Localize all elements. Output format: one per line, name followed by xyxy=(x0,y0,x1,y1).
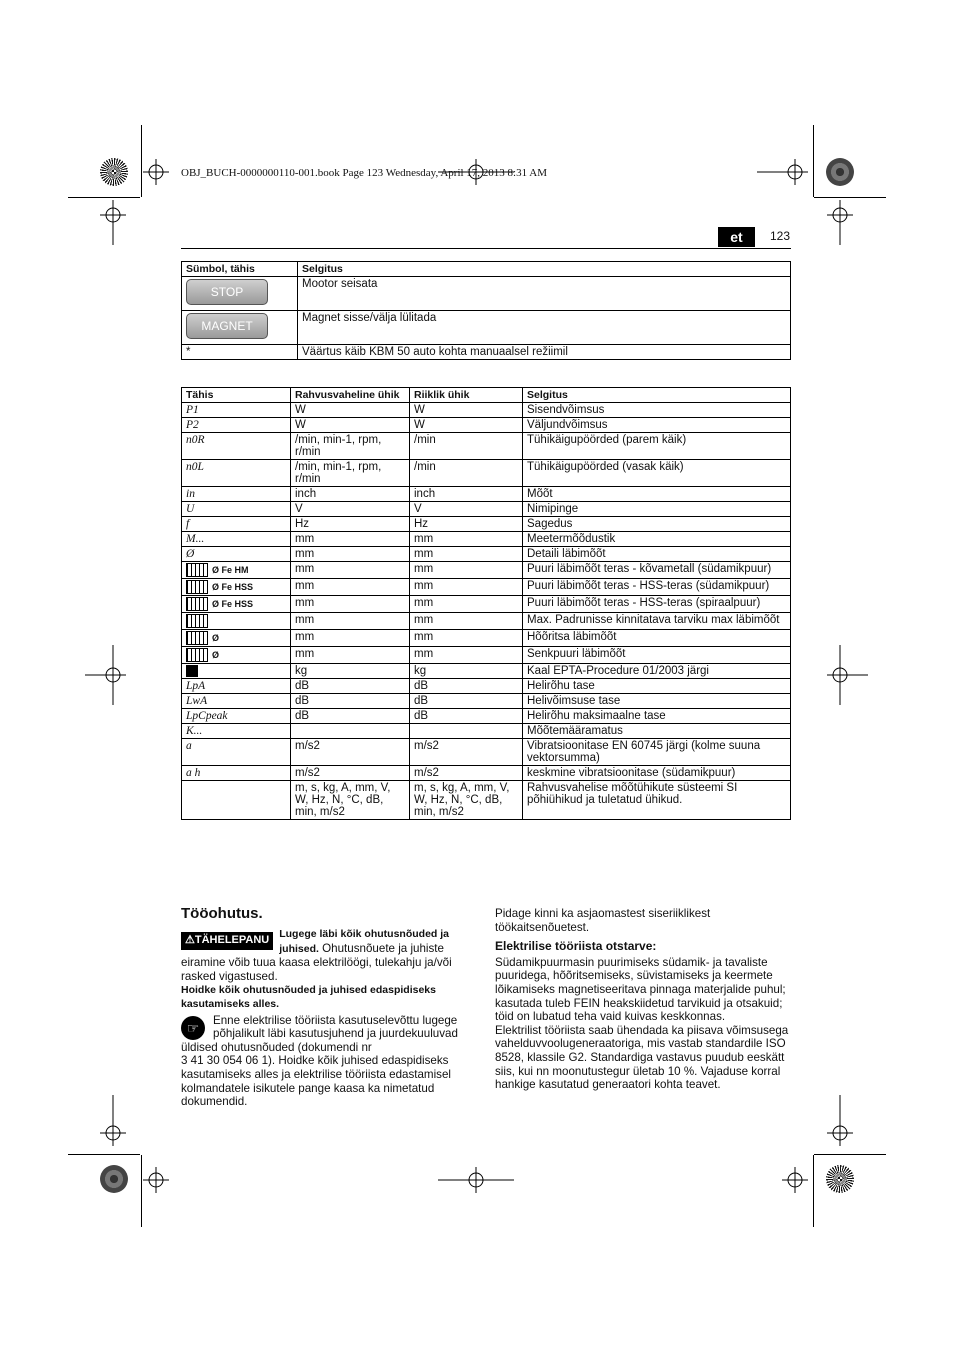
table-row xyxy=(182,403,791,418)
symbol-cell xyxy=(182,694,291,709)
table-cell: mm xyxy=(291,596,410,613)
table-cell xyxy=(410,724,523,739)
magnet-button-icon: MAGNET xyxy=(186,313,268,339)
table-row xyxy=(182,277,791,311)
table-cell: Puuri läbimõõt teras - kõvametall (südamikpuur) xyxy=(523,562,791,579)
warning-bold-text: Lugege läbi kõik ohutusnõuded ja juhised. xyxy=(279,928,449,955)
table-cell: kg xyxy=(410,664,523,679)
table-cell xyxy=(291,724,410,739)
table-cell: mm xyxy=(291,647,410,664)
registration-mark-icon xyxy=(143,159,169,185)
symbol-cell xyxy=(182,502,291,517)
table-cell: /min, min-1, rpm, r/min xyxy=(291,433,410,460)
table-cell xyxy=(182,277,298,311)
file-info: OBJ_BUCH-0000000110-001.book Page 123 Wednesday, April 17, 2013 8:31 AM xyxy=(181,167,547,179)
table-cell: Puuri läbimõõt teras - HSS-teras (südamikpuur) xyxy=(523,579,791,596)
table-cell: inch xyxy=(410,487,523,502)
table-cell: m/s2 xyxy=(410,766,523,781)
table-cell: /min xyxy=(410,433,523,460)
column-header: Sümbol, tähis xyxy=(182,262,298,277)
table-cell: Sagedus xyxy=(523,517,791,532)
registration-mark-icon xyxy=(827,645,868,705)
table-cell: Vibratsioonitase EN 60745 järgi (kolme suuna vektorsumma) xyxy=(523,739,791,766)
crop-line xyxy=(814,1154,886,1155)
registration-mark-icon xyxy=(100,1095,126,1146)
symbol-cell xyxy=(182,579,291,596)
symbol-text: U xyxy=(186,503,195,515)
symbol-table xyxy=(181,261,791,360)
registration-mark-icon xyxy=(782,1167,808,1193)
table-cell: Rahvusvahelise mõõtühikute süsteemi SI põhiühikud ja tuletatud ühikud. xyxy=(523,781,791,820)
keep-instructions: Hoidke kõik ohutusnõuded ja juhised edaspidiseks kasutamiseks alles. xyxy=(181,984,436,1010)
table-cell: Helivõimsuse tase xyxy=(523,694,791,709)
table-cell: W xyxy=(291,403,410,418)
symbol-cell xyxy=(182,647,291,664)
right-column xyxy=(495,907,790,1092)
table-cell: mm xyxy=(291,562,410,579)
table-cell: mm xyxy=(410,647,523,664)
table-cell: m, s, kg, A, mm, V, W, Hz, N, °C, dB, min, m/s2 xyxy=(410,781,523,820)
table-cell: Magnet sisse/välja lülitada xyxy=(298,311,791,345)
symbol-text: K... xyxy=(186,725,203,738)
table-cell xyxy=(182,311,298,345)
table-row xyxy=(182,345,791,360)
table-row xyxy=(182,613,791,630)
symbol-cell xyxy=(182,517,291,532)
left-column xyxy=(181,927,471,1109)
symbol-cell xyxy=(182,709,291,724)
table-cell: Mootor seisata xyxy=(298,277,791,311)
table-cell: dB xyxy=(410,709,523,724)
table-cell: Hz xyxy=(410,517,523,532)
color-bar-icon xyxy=(826,158,854,186)
symbol-cell xyxy=(182,613,291,630)
symbol-cell xyxy=(182,547,291,562)
purpose-heading: Elektrilise tööriista otstarve: xyxy=(495,939,657,954)
table-cell: mm xyxy=(410,613,523,630)
table-row xyxy=(182,664,791,679)
symbol-text: n0L xyxy=(186,461,204,473)
registration-mark-icon xyxy=(143,1167,169,1193)
table-row xyxy=(182,781,791,820)
symbol-cell xyxy=(182,766,291,781)
table-row xyxy=(182,487,791,502)
table-row xyxy=(182,418,791,433)
table-cell: Tühikäigupöörded (parem käik) xyxy=(523,433,791,460)
warning-text: Ohutusnõuete ja juhiste eiramine võib tuua kaasa elektrilöögi, tulekahju ja/või rasked vigastused. xyxy=(181,941,452,983)
table-row xyxy=(182,562,791,579)
table-cell: mm xyxy=(410,630,523,647)
symbol-text: LpA xyxy=(186,680,206,693)
units-table xyxy=(181,387,791,820)
core-drill-icon xyxy=(186,563,208,577)
color-bar-icon xyxy=(826,1165,854,1193)
symbol-cell xyxy=(182,403,291,418)
crop-line xyxy=(68,1154,140,1155)
table-cell: W xyxy=(410,418,523,433)
table-header-row xyxy=(182,388,791,403)
manual-text: Enne elektrilise tööriista kasutuselevõttu lugege põhjalikult läbi kasutusjuhend ja juurdekuuluvad üldised ohutusnõuded (dokumendi nr xyxy=(181,1013,458,1054)
symbol-text: n0R xyxy=(186,434,205,446)
symbol-cell xyxy=(182,724,291,739)
table-row xyxy=(182,547,791,562)
crop-line xyxy=(141,1155,142,1227)
symbol-cell xyxy=(182,433,291,460)
table-cell: * xyxy=(182,345,298,360)
table-cell: Senkpuuri läbimõõt xyxy=(523,647,791,664)
table-cell: mm xyxy=(291,532,410,547)
table-cell: mm xyxy=(410,596,523,613)
table-cell: m/s2 xyxy=(410,739,523,766)
symbol-cell xyxy=(182,679,291,694)
column-header: Riiklik ühik xyxy=(410,388,523,403)
registration-mark-icon xyxy=(827,1095,853,1146)
registration-mark-icon xyxy=(827,200,853,245)
table-cell: Mõõt xyxy=(523,487,791,502)
table-cell: Helirõhu maksimaalne tase xyxy=(523,709,791,724)
countersink-icon xyxy=(186,648,208,662)
table-cell: dB xyxy=(291,709,410,724)
reamer-icon xyxy=(186,631,208,645)
table-cell: V xyxy=(291,502,410,517)
header-rule xyxy=(181,248,791,249)
table-cell: Max. Padrunisse kinnitatava tarviku max läbimõõt xyxy=(523,613,791,630)
symbol-cell xyxy=(182,739,291,766)
language-badge: et xyxy=(718,227,755,247)
table-cell: V xyxy=(410,502,523,517)
symbol-text: Ø Fe HM xyxy=(212,565,249,576)
crop-line xyxy=(68,197,140,198)
symbol-cell xyxy=(182,664,291,679)
table-cell: Väljundvõimsus xyxy=(523,418,791,433)
table-cell: Hz xyxy=(291,517,410,532)
registration-mark-icon xyxy=(438,1167,514,1193)
table-header-row xyxy=(182,262,791,277)
table-cell: dB xyxy=(291,694,410,709)
color-bar-icon xyxy=(100,158,128,186)
column-header: Selgitus xyxy=(523,388,791,403)
symbol-text: in xyxy=(186,488,195,500)
purpose-text: Südamikpuurmasin puurimiseks südamik- ja tavaliste puuridega, hõõritsemiseks, süvistamiseks ja keermete lõikamiseks magnetiseeritava pinnaga materjalide puhul; kasutada tuleb FEIN heakskiidetud tarvikuid ja otsakuid; töid on lubatud teha vaid kuivas keskkonnas. xyxy=(495,955,786,1024)
symbol-cell xyxy=(182,460,291,487)
symbol-text: P1 xyxy=(186,404,199,416)
page-number: 123 xyxy=(770,229,791,243)
table-cell: Sisendvõimsus xyxy=(523,403,791,418)
table-row xyxy=(182,433,791,460)
warning-triangle-icon: ⚠ xyxy=(185,934,195,946)
table-row xyxy=(182,694,791,709)
symbol-text: Ø xyxy=(186,548,195,560)
crop-line xyxy=(813,125,814,197)
national-regulations: Pidage kinni ka asjaomastest siseriiklikest töökaitsenõuetest. xyxy=(495,907,711,934)
column-header: Selgitus xyxy=(298,262,791,277)
table-cell: mm xyxy=(410,547,523,562)
symbol-cell xyxy=(182,630,291,647)
column-header: Tähis xyxy=(182,388,291,403)
table-row xyxy=(182,460,791,487)
table-row xyxy=(182,311,791,345)
table-cell: Hõõritsa läbimõõt xyxy=(523,630,791,647)
twist-drill-icon xyxy=(186,597,208,611)
table-row xyxy=(182,766,791,781)
table-cell: Tühikäigupöörded (vasak käik) xyxy=(523,460,791,487)
symbol-cell xyxy=(182,418,291,433)
table-cell: W xyxy=(291,418,410,433)
table-row xyxy=(182,596,791,613)
registration-mark-icon xyxy=(100,200,126,245)
symbol-cell xyxy=(182,532,291,547)
symbol-text: Ø Fe HSS xyxy=(212,582,254,593)
table-cell: Nimipinge xyxy=(523,502,791,517)
table-cell: inch xyxy=(291,487,410,502)
table-cell: m/s2 xyxy=(291,739,410,766)
stop-button-icon: STOP xyxy=(186,279,268,305)
symbol-text: a xyxy=(186,740,192,753)
symbol-text: a h xyxy=(186,767,201,780)
chuck-icon xyxy=(186,614,208,628)
table-cell: mm xyxy=(410,579,523,596)
table-cell: Puuri läbimõõt teras - HSS-teras (spiraalpuur) xyxy=(523,596,791,613)
table-cell: Detaili läbimõõt xyxy=(523,547,791,562)
symbol-cell xyxy=(182,487,291,502)
table-cell: /min xyxy=(410,460,523,487)
table-cell: dB xyxy=(410,679,523,694)
crop-line xyxy=(141,125,142,197)
table-row xyxy=(182,724,791,739)
table-cell: m, s, kg, A, mm, V, W, Hz, N, °C, dB, min, m/s2 xyxy=(291,781,410,820)
table-cell: mm xyxy=(291,547,410,562)
crop-line xyxy=(814,197,886,198)
table-cell: kg xyxy=(291,664,410,679)
table-cell: mm xyxy=(410,562,523,579)
table-cell: mm xyxy=(291,630,410,647)
symbol-text: Ø xyxy=(212,650,220,661)
generator-text: Elektrilist tööriista saab ühendada ka piisava võimsusega vahelduvvoolugeneraatoriga, mis vastab standardile ISO 8528, klassile G2. Standardiga vastavus puudub eeskätt siis, kui nn moonutustegur ületab 10 %. Vajaduse korral hankige kasutatud generaatori kohta teavet. xyxy=(495,1023,789,1092)
symbol-cell xyxy=(182,781,291,820)
table-row xyxy=(182,709,791,724)
core-drill-icon xyxy=(186,580,208,594)
symbol-cell xyxy=(182,562,291,579)
table-cell: Meetermõõdustik xyxy=(523,532,791,547)
table-cell: Kaal EPTA-Procedure 01/2003 järgi xyxy=(523,664,791,679)
table-row xyxy=(182,579,791,596)
table-cell: /min, min-1, rpm, r/min xyxy=(291,460,410,487)
table-cell: dB xyxy=(291,679,410,694)
table-cell: mm xyxy=(291,613,410,630)
table-row xyxy=(182,630,791,647)
table-cell: Mõõtemääramatus xyxy=(523,724,791,739)
registration-mark-icon xyxy=(85,645,126,705)
table-row xyxy=(182,502,791,517)
symbol-text: M... xyxy=(186,533,205,545)
symbol-text: Ø Fe HSS xyxy=(212,599,254,610)
symbol-text: LwA xyxy=(186,695,208,708)
table-row xyxy=(182,739,791,766)
table-cell: m/s2 xyxy=(291,766,410,781)
column-header: Rahvusvaheline ühik xyxy=(291,388,410,403)
table-cell: Helirõhu tase xyxy=(523,679,791,694)
symbol-cell xyxy=(182,596,291,613)
read-manual-icon: ☞ xyxy=(181,1016,205,1040)
table-row xyxy=(182,517,791,532)
table-row xyxy=(182,532,791,547)
symbol-text: f xyxy=(186,518,190,530)
warning-paragraph xyxy=(181,927,471,983)
color-bar-icon xyxy=(100,1165,128,1193)
symbol-text: Ø xyxy=(212,633,220,644)
weight-icon xyxy=(186,665,198,677)
table-cell: dB xyxy=(410,694,523,709)
table-cell: keskmine vibratsioonitase (südamikpuur) xyxy=(523,766,791,781)
section-title: Tööohutus. xyxy=(181,905,263,922)
warning-badge xyxy=(181,932,273,950)
warning-label: TÄHELEPANU xyxy=(194,934,270,946)
table-cell: W xyxy=(410,403,523,418)
table-cell: Väärtus käib KBM 50 auto kohta manuaalsel režiimil xyxy=(298,345,791,360)
registration-mark-icon xyxy=(757,159,808,185)
manual-paragraph xyxy=(181,1014,471,1055)
table-row xyxy=(182,647,791,664)
crop-line xyxy=(813,1155,814,1227)
symbol-text: LpCpeak xyxy=(186,710,228,723)
manual-text-continued: 3 41 30 054 06 1). Hoidke kõik juhised edaspidiseks kasutamiseks alles ja elektrilise tööriista edastamisel kolmandatele isikutele pange kaasa ka nimetatud dokumendid. xyxy=(181,1054,451,1109)
table-row xyxy=(182,679,791,694)
table-cell: mm xyxy=(291,579,410,596)
table-cell: mm xyxy=(410,532,523,547)
symbol-text: P2 xyxy=(186,419,199,431)
